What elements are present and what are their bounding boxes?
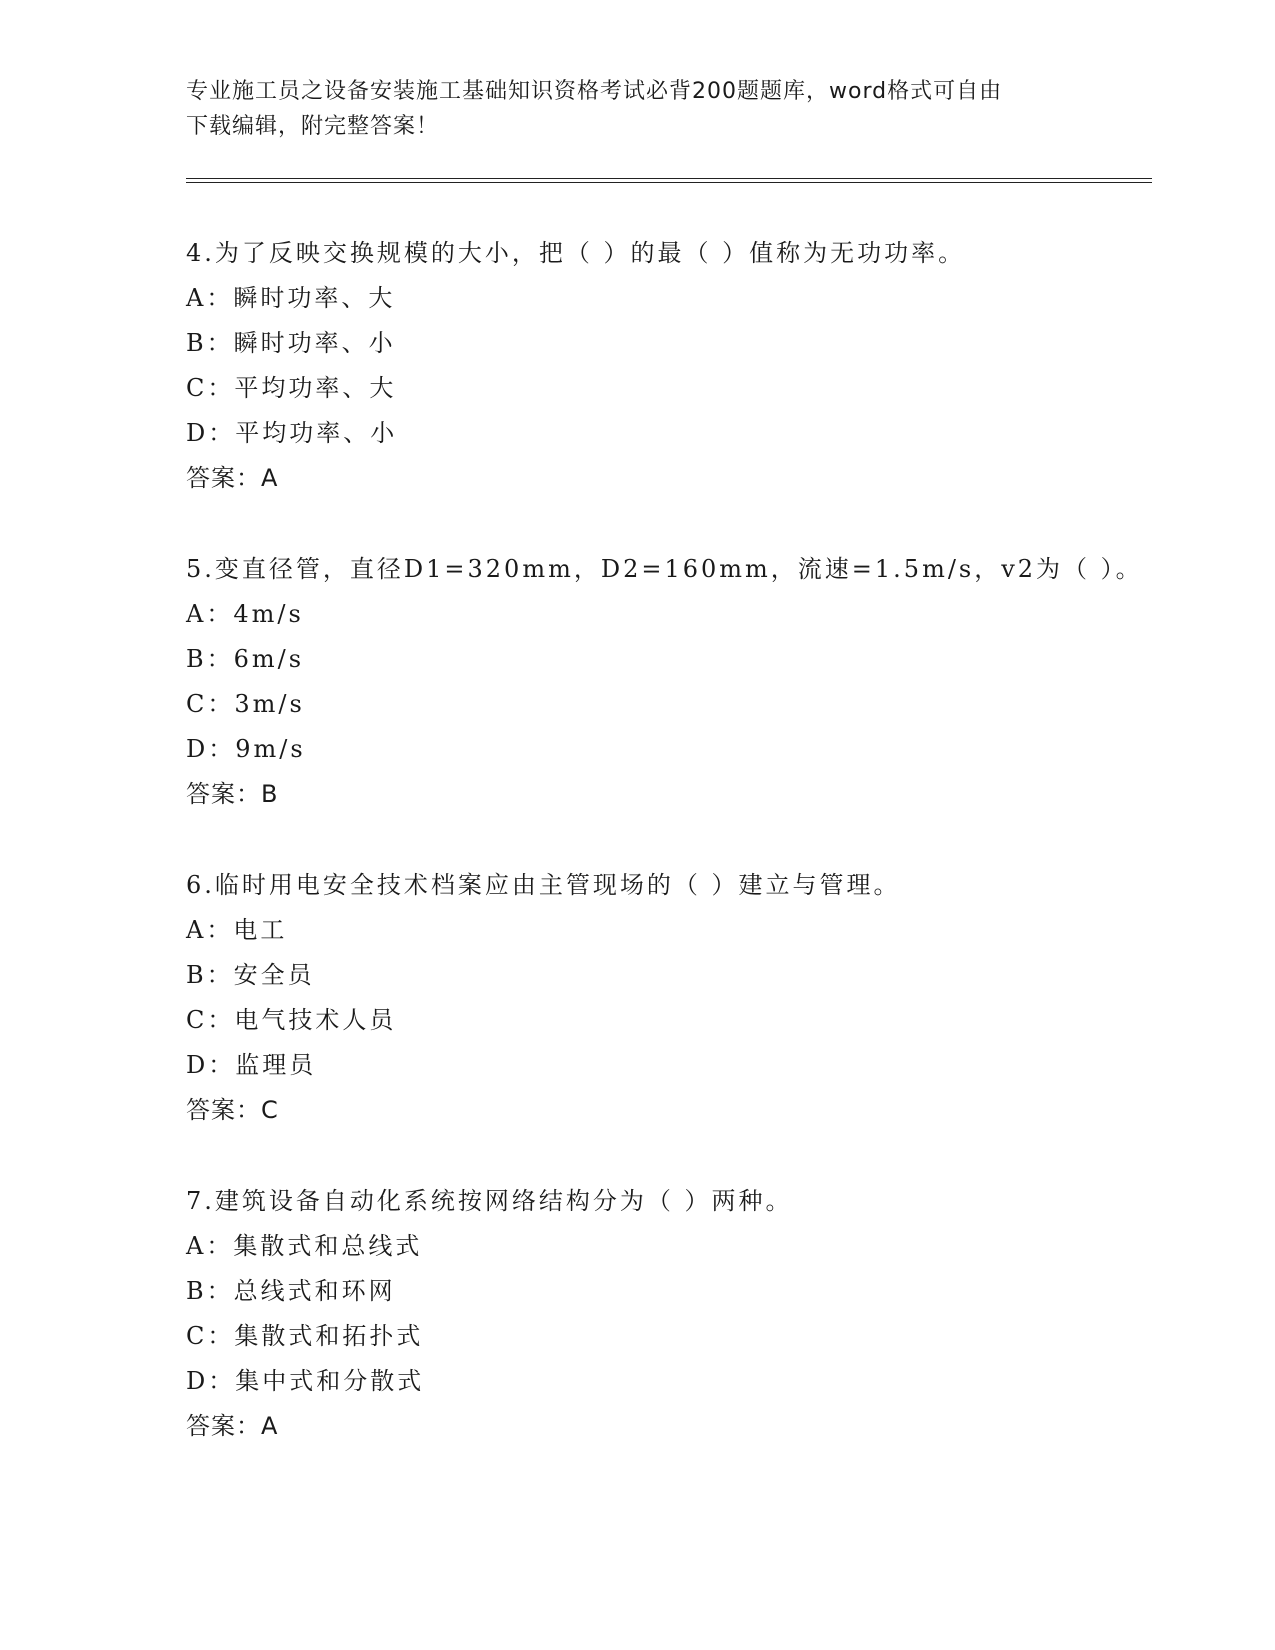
- answer-value: C: [261, 1096, 278, 1124]
- answer-label: 答案：: [186, 464, 261, 492]
- option-a: A：集散式和总线式: [186, 1232, 423, 1260]
- option-d: D：集中式和分散式: [186, 1367, 425, 1395]
- header-line-2: 下载编辑，附完整答案！: [186, 114, 440, 139]
- answer-value: B: [261, 780, 278, 808]
- option-c: C：电气技术人员: [186, 1006, 397, 1034]
- answer-line: [186, 1088, 1166, 1133]
- answer-label: 答案：: [186, 780, 261, 808]
- question-block: [186, 546, 1166, 817]
- question-block: [186, 1178, 1166, 1449]
- option-c: C：3m/s: [186, 690, 305, 718]
- option-b: B：总线式和环网: [186, 1277, 396, 1305]
- answer-label: 答案：: [186, 1096, 261, 1124]
- option-c: C：集散式和拓扑式: [186, 1322, 424, 1350]
- header-line-1: 专业施工员之设备安装施工基础知识资格考试必背200题题库，word格式可自由: [186, 79, 1003, 104]
- answer-line: [186, 456, 1166, 501]
- option-a: A：电工: [186, 916, 288, 944]
- header-divider-top: [186, 178, 1152, 179]
- answer-line: [186, 772, 1166, 817]
- document-header: [186, 74, 1086, 144]
- option-d: D：平均功率、小: [186, 419, 398, 447]
- option-b: B：安全员: [186, 961, 315, 989]
- question-stem: 5.变直径管，直径D1=320mm，D2=160mm，流速=1.5m/s，v2为（ ）。: [186, 555, 1143, 583]
- option-d: D：9m/s: [186, 735, 306, 763]
- question-stem: 6.临时用电安全技术档案应由主管现场的（ ）建立与管理。: [186, 871, 901, 899]
- option-b: B：瞬时功率、小: [186, 329, 396, 357]
- option-d: D：监理员: [186, 1051, 317, 1079]
- answer-label: 答案：: [186, 1412, 261, 1440]
- question-block: [186, 230, 1166, 501]
- option-a: A：瞬时功率、大: [186, 284, 396, 312]
- option-c: C：平均功率、大: [186, 374, 397, 402]
- question-stem: 7.建筑设备自动化系统按网络结构分为（ ）两种。: [186, 1187, 793, 1215]
- question-stem: 4.为了反映交换规模的大小，把（ ）的最（ ）值称为无功功率。: [186, 239, 966, 267]
- question-block: [186, 862, 1166, 1133]
- answer-line: [186, 1404, 1166, 1449]
- header-divider-bottom: [186, 182, 1152, 183]
- option-b: B：6m/s: [186, 645, 305, 673]
- answer-value: A: [261, 1412, 278, 1440]
- answer-value: A: [261, 464, 278, 492]
- option-a: A：4m/s: [186, 600, 304, 628]
